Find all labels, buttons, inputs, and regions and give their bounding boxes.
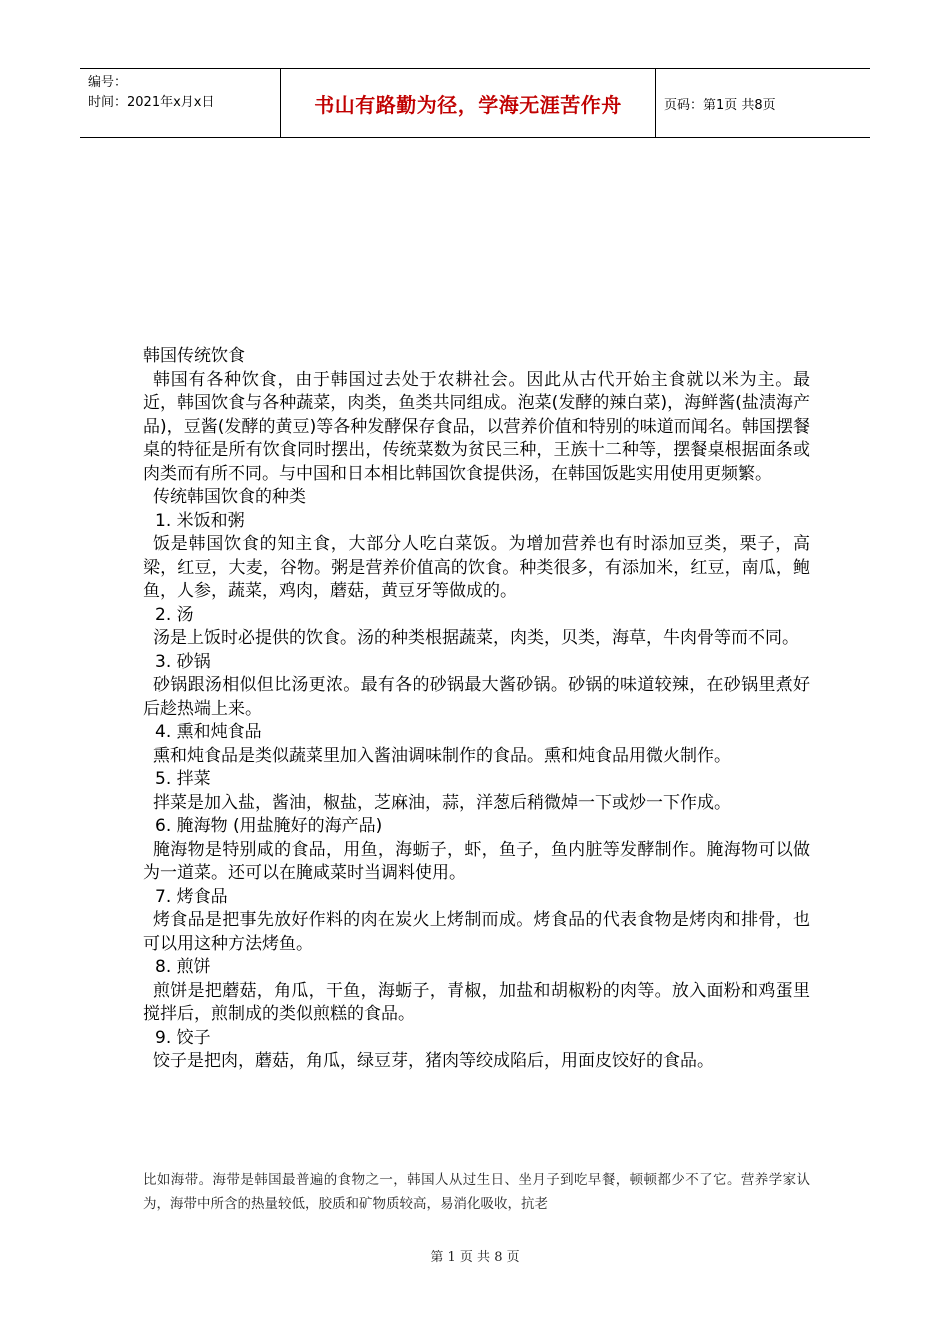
food-type-description: 饺子是把肉，蘑菇，角瓜，绿豆芽，猪肉等绞成陷后，用面皮饺好的食品。 [153,1051,714,1071]
header-motto-cell [280,69,656,137]
food-type-heading: 7. 烤食品 [155,886,228,907]
food-type-heading: 4. 熏和炖食品 [155,722,262,742]
food-type-heading: 8. 煎饼 [155,957,211,977]
page-header [80,68,870,138]
food-type-heading: 3. 砂锅 [155,651,211,672]
food-type-heading: 1. 米饭和粥 [155,510,245,531]
article-intro: 韩国有各种饮食，由于韩国过去处于农耕社会。因此从古代开始主食就以米为主。最近，韩国饮食与各种蔬菜，肉类，鱼类共同组成。泡菜(发酵的辣白菜)，海鲜酱(盐渍海产品)，豆酱(发酵的黄豆)等各种发酵保存食品，以营养价值和特别的味道而闻名。韩国摆餐桌的特征是所有饮食同时摆出，传统菜数为贫民三种，王族十二种等，摆餐桌根据面条或肉类而有所不同。与中国和日本相比韩国饮食提供汤，在韩国饭匙实用使用更频繁。 [143,369,810,484]
food-type-heading: 2. 汤 [155,604,194,625]
food-type-description: 汤是上饭时必提供的饮食。汤的种类根据蔬菜，肉类，贝类，海草，牛肉骨等而不同。 [153,628,799,648]
food-type-heading: 5. 拌菜 [155,769,211,789]
extra-paragraph: 比如海带。海带是韩国最普遍的食物之一，韩国人从过生日、坐月子到吃早餐，顿顿都少不了它。营养学家认为，海带中所含的热量较低，胶质和矿物质较高，易消化吸收，抗老 [143,1172,810,1212]
food-type-description: 烤食品是把事先放好作料的肉在炭火上烤制而成。烤食品的代表食物是烤肉和排骨，也可以用这种方法烤鱼。 [143,910,810,954]
food-type-description: 煎饼是把蘑菇，角瓜，干鱼，海蛎子，青椒，加盐和胡椒粉的肉等。放入面粉和鸡蛋里搅拌后，煎制成的类似煎糕的食品。 [143,980,810,1024]
food-type-description: 腌海物是特别咸的食品，用鱼，海蛎子，虾，鱼子，鱼内脏等发酵制作。腌海物可以做为一道菜。还可以在腌咸菜时当调料使用。 [143,839,810,883]
header-page-info: 页码：第1页 共8页 [664,97,776,113]
food-type-description: 饭是韩国饮食的知主食，大部分人吃白菜饭。为增加营养也有时添加豆类，栗子，高梁，红豆，大麦，谷物。粥是营养价值高的饮食。种类很多，有添加米，红豆，南瓜，鲍鱼，人参，蔬菜，鸡肉，蘑菇，黄豆牙等做成的。 [143,534,810,601]
page-footer: 第 1 页 共 8 页 [430,1250,520,1265]
document-time: 时间：2021年x月x日 [88,95,215,110]
section-title: 传统韩国饮食的种类 [153,487,306,507]
document-number: 编号： [88,75,128,90]
food-type-description: 砂锅跟汤相似但比汤更浓。最有各的砂锅最大酱砂锅。砂锅的味道较辣，在砂锅里煮好后趁热端上来。 [143,675,810,719]
food-type-heading: 9. 饺子 [155,1027,211,1048]
food-type-heading: 6. 腌海物 (用盐腌好的海产品) [155,816,383,836]
food-type-description: 拌菜是加入盐，酱油，椒盐，芝麻油，蒜，洋葱后稍微焯一下或炒一下作成。 [153,792,731,813]
food-type-list [143,510,810,1074]
header-motto: 书山有路勤为径，学海无涯苦作舟 [314,92,622,117]
header-meta [80,69,280,137]
article-title: 韩国传统饮食 [143,346,245,366]
article-body [143,345,810,1074]
food-type-description: 熏和炖食品是类似蔬菜里加入酱油调味制作的食品。熏和炖食品用微火制作。 [153,745,731,766]
